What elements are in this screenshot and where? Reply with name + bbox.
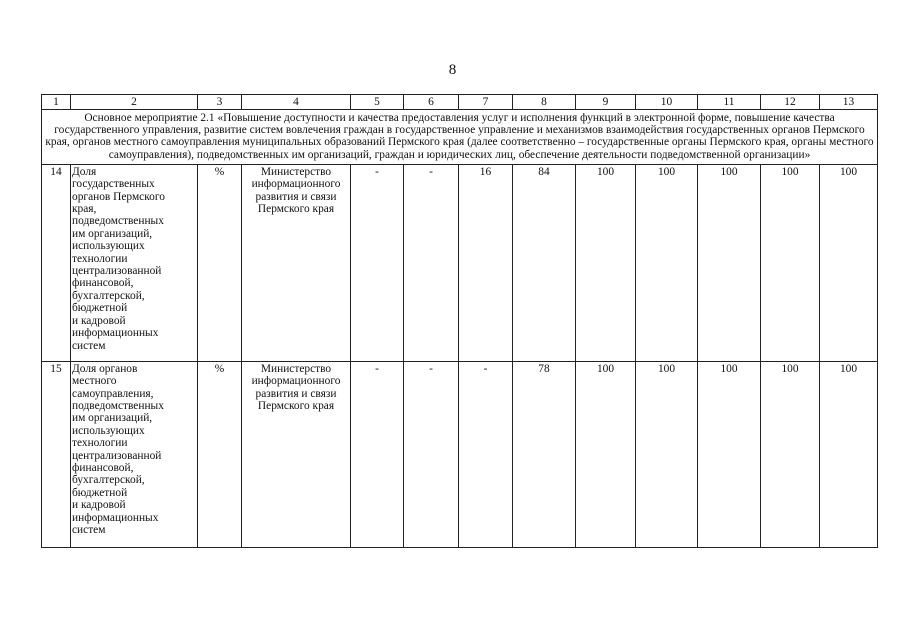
value-cell: 100 xyxy=(761,164,820,361)
unit: % xyxy=(198,361,242,547)
column-number: 5 xyxy=(351,95,404,110)
indicator-name xyxy=(71,361,198,547)
column-number-row xyxy=(42,95,878,110)
column-number: 6 xyxy=(404,95,459,110)
section-title: Основное мероприятие 2.1 «Повышение доступности и качества предоставления услуг и исполнения функций в электронной форме, повышение качества государственного управления, развитие систем вовлечения граждан в государственное управление и механизмов взаимодействия государственных органов Пермского края, органов местного самоуправления муниципальных образований Пермского края (далее соответственно – государственные органы Пермского края, органы местного самоуправления), подведомственных им организаций, граждан и юридических лиц, обеспечение деятельности подведомственной организации» xyxy=(42,110,878,165)
row-number: 14 xyxy=(42,164,71,361)
value-cell: 16 xyxy=(459,164,513,361)
column-number: 1 xyxy=(42,95,71,110)
column-number: 11 xyxy=(698,95,761,110)
indicator-name xyxy=(71,164,198,361)
executor-text: Министерство информационного развития и связи Пермского края xyxy=(251,165,341,216)
column-number: 13 xyxy=(820,95,878,110)
value-cell: 100 xyxy=(636,361,698,547)
table-row xyxy=(42,361,878,547)
value-cell: - xyxy=(351,164,404,361)
unit: % xyxy=(198,164,242,361)
column-number: 3 xyxy=(198,95,242,110)
column-number: 9 xyxy=(576,95,636,110)
value-cell: 84 xyxy=(513,164,576,361)
value-cell: 100 xyxy=(820,164,878,361)
value-cell: 78 xyxy=(513,361,576,547)
value-cell: 100 xyxy=(761,361,820,547)
value-cell: 100 xyxy=(820,361,878,547)
value-cell: 100 xyxy=(576,164,636,361)
value-cell: - xyxy=(459,361,513,547)
column-number: 4 xyxy=(242,95,351,110)
section-row xyxy=(42,110,878,165)
executor xyxy=(242,361,351,547)
value-cell: - xyxy=(404,164,459,361)
indicator-table xyxy=(41,94,878,548)
indicator-name-text: Доля государственных органов Пермского края, подведомственных им организаций, использующих технологии централизованной финансовой, бухгалтерской, бюджетной и кадровой информационных систем xyxy=(72,165,165,352)
value-cell: - xyxy=(404,361,459,547)
column-number: 12 xyxy=(761,95,820,110)
table-row xyxy=(42,164,878,361)
value-cell: 100 xyxy=(576,361,636,547)
column-number: 2 xyxy=(71,95,198,110)
indicator-name-text: Доля органов местного самоуправления, подведомственных им организаций, использующих технологии централизованной финансовой, бухгалтерской, бюджетной и кадровой информационных систем xyxy=(72,362,164,537)
column-number: 10 xyxy=(636,95,698,110)
value-cell: 100 xyxy=(636,164,698,361)
page-number: 8 xyxy=(448,62,457,78)
row-number: 15 xyxy=(42,361,71,547)
value-cell: 100 xyxy=(698,164,761,361)
executor xyxy=(242,164,351,361)
column-number: 8 xyxy=(513,95,576,110)
column-number: 7 xyxy=(459,95,513,110)
executor-text: Министерство информационного развития и связи Пермского края xyxy=(251,362,341,413)
value-cell: - xyxy=(351,361,404,547)
value-cell: 100 xyxy=(698,361,761,547)
